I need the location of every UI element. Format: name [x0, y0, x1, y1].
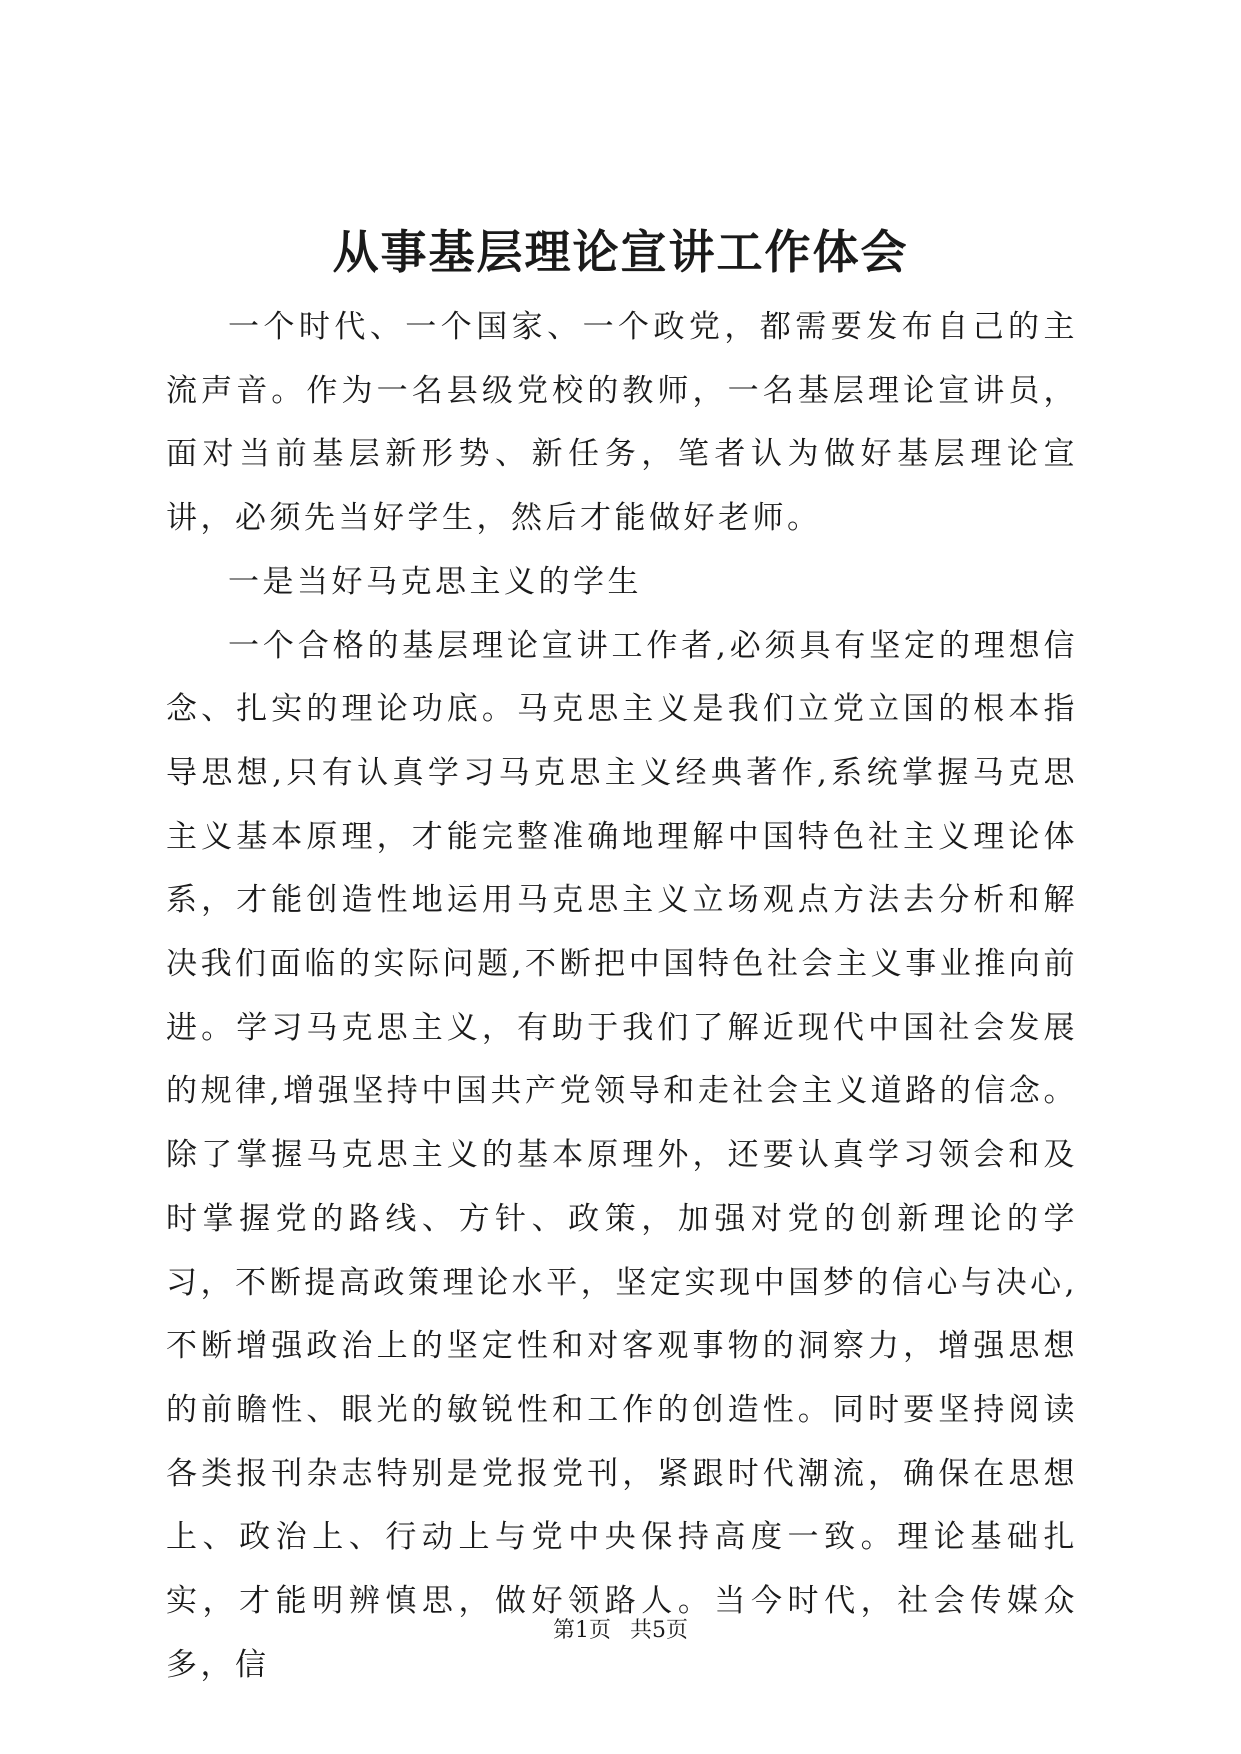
section-heading: 一是当好马克思主义的学生	[228, 563, 642, 600]
page-total: 共5页	[630, 1618, 688, 1643]
page-number: 第1页	[553, 1618, 611, 1643]
document-title: 从事基层理论宣讲工作体会	[332, 225, 909, 279]
paragraph-main: 一个合格的基层理论宣讲工作者,必须具有坚定的理想信念、扎实的理论功底。马克思主义是我们立党立国的根本指导思想,只有认真学习马克思主义经典著作,系统掌握马克思主义基本原理，才能完整准确地理解中国特色社主义理论体系，才能创造性地运用马克思主义立场观点方法去分析和解决我们面临的实际问题,不断把中国特色社会主义事业推向前进。学习马克思主义，有助于我们了解近现代中国社会发展的规律,增强坚持中国共产党领导和走社会主义道路的信念。除了掌握马克思主义的基本原理外，还要认真学习领会和及时掌握党的路线、方针、政策，加强对党的创新理论的学习，不断提高政策理论水平，坚定实现中国梦的信心与决心,不断增强政治上的坚定性和对客观事物的洞察力，增强思想的前瞻性、眼光的敏锐性和工作的创造性。同时要坚持阅读各类报刊杂志特别是党报党刊，紧跟时代潮流，确保在思想上、政治上、行动上与党中央保持高度一致。理论基础扎实，才能明辨慎思，做好领路人。当今时代，社会传媒众多，信	[166, 627, 1078, 1683]
page-footer	[0, 1616, 1241, 1646]
document-body	[166, 296, 1078, 1697]
paragraph-intro: 一个时代、一个国家、一个政党，都需要发布自己的主流声音。作为一名县级党校的教师，一名基层理论宣讲员，面对当前基层新形势、新任务，笔者认为做好基层理论宣讲，必须先当好学生，然后才能做好老师。	[166, 309, 1078, 537]
